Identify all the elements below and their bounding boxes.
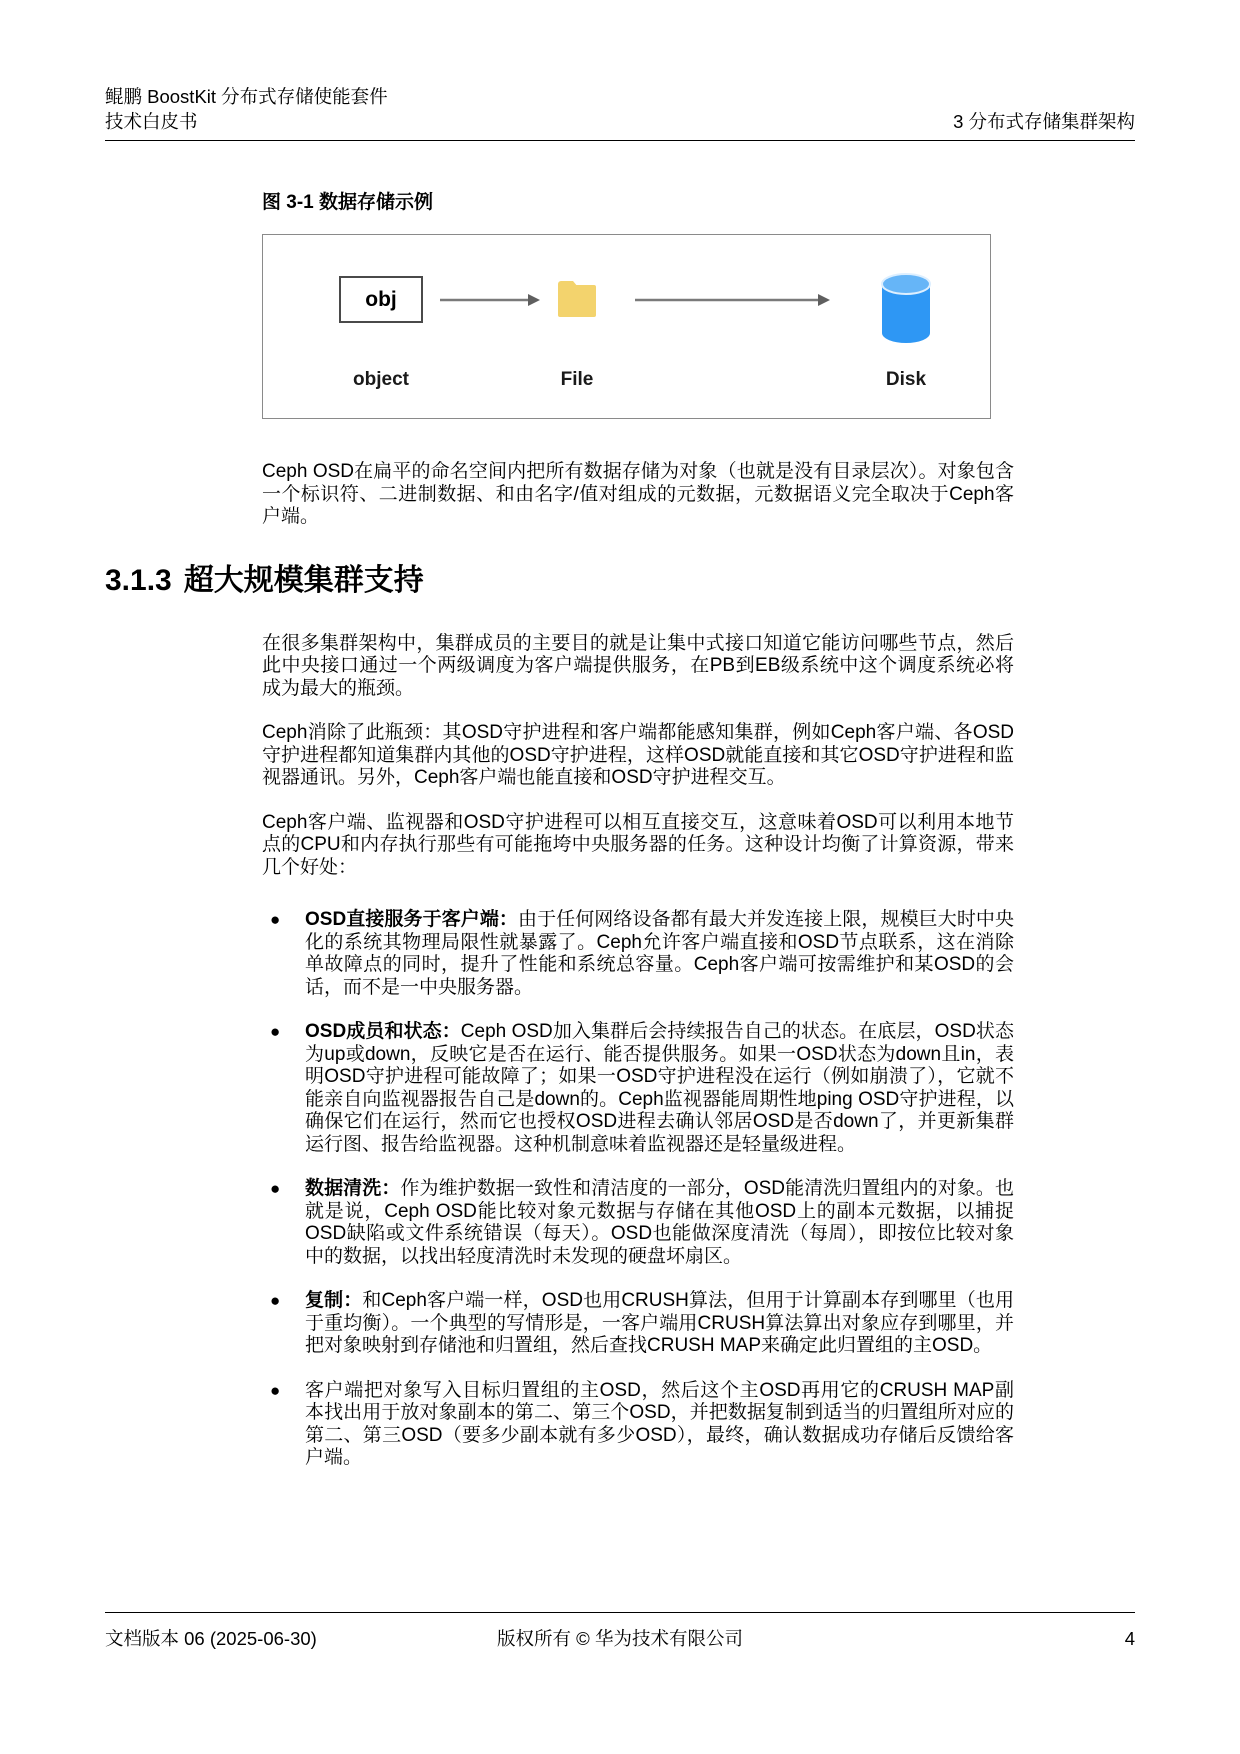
node-label-file: File: [560, 369, 594, 390]
header-left: [105, 84, 388, 134]
header-product-title: 鲲鹏 BoostKit 分布式存储使能套件: [105, 86, 388, 107]
page-header: [105, 0, 1135, 141]
paragraph: Ceph客户端、监视器和OSD守护进程可以相互直接交互，这意味着OSD可以利用本地节点的CPU和内存执行那些有可能拖垮中央服务器的任务。这种设计均衡了计算资源，带来几个好处：: [262, 811, 1014, 878]
footer-version: 文档版本 06 (2025-06-30): [105, 1628, 317, 1649]
bullet-term: 数据清洗：: [305, 1178, 401, 1199]
node-label-object: object: [353, 369, 409, 390]
disk-icon: [880, 273, 932, 345]
bullet-dot-icon: ●: [270, 1022, 281, 1041]
page-footer: [105, 1612, 1135, 1651]
arrow-right-icon: [440, 290, 542, 310]
figure-caption-label: 图 3-1: [262, 192, 314, 213]
bullet-dot-icon: ●: [270, 910, 281, 929]
bullet-text: 作为维护数据一致性和清洁度的一部分，OSD能清洗归置组内的对象。也就是说，Ceph OSD能比较对象元数据与存储在其他OSD上的副本元数据，以捕捉OSD缺陷或文件系统错误（每天）。OSD也能做深度清洗（每周），即按位比较对象中的数据，以找出轻度清洗时未发现的硬盘坏扇区。: [305, 1178, 1014, 1267]
header-doc-type: 技术白皮书: [105, 111, 198, 132]
figure-caption: [262, 187, 1014, 214]
bullet-item: [262, 909, 1014, 999]
bullet-text: 和Ceph客户端一样，OSD也用CRUSH算法，但用于计算副本存到哪里（也用于重均衡）。一个典型的写情形是，一客户端用CRUSH算法算出对象应存到哪里，并把对象映射到存储池和归置组，然后查找CRUSH MAP来确定此归置组的主OSD。: [305, 1290, 1014, 1356]
section-heading: [105, 563, 1135, 599]
page-number: 4: [1124, 1628, 1135, 1649]
bullet-text: 客户端把对象写入目标归置组的主OSD，然后这个主OSD再用它的CRUSH MAP副本找出用于放对象副本的第二、第三个OSD，并把数据复制到适当的归置组所对应的第二、第三OSD（要多少副本就有多少OSD），最终，确认数据成功存储后反馈给客户端。: [305, 1379, 1014, 1468]
bullet-text: 由于任何网络设备都有最大并发连接上限，规模巨大时中央化的系统其物理局限性就暴露了。Ceph允许客户端直接和OSD节点联系，这在消除单故障点的同时，提升了性能和系统总容量。Ceph客户端可按需维护和某OSD的会话，而不是一中央服务器。: [305, 909, 1014, 998]
arrow-right-icon: [635, 290, 832, 310]
bullet-text: Ceph OSD加入集群后会持续报告自己的状态。在底层，OSD状态为up或down，反映它是否在运行、能否提供服务。如果一OSD状态为down且in，表明OSD守护进程可能故障了；如果一OSD守护进程没在运行（例如崩溃了），它就不能亲自向监视器报告自己是down的。Ceph监视器能周期性地ping OSD守护进程，以确保它们在运行，然而它也授权OSD进程去确认邻居OSD是否down了，并更新集群运行图、报告给监视器。这种机制意味着监视器还是轻量级进程。: [305, 1021, 1014, 1155]
bullet-item: [262, 1178, 1014, 1268]
figure-canvas: [262, 234, 991, 419]
header-chapter-title: 3 分布式存储集群架构: [953, 111, 1135, 132]
paragraph: 在很多集群架构中，集群成员的主要目的就是让集中式接口知道它能访问哪些节点，然后此中央接口通过一个两级调度为客户端提供服务，在PB到EB级系统中这个调度系统必将成为最大的瓶颈。: [262, 632, 1014, 699]
bullet-item: [262, 1290, 1014, 1358]
folder-icon: [557, 278, 597, 320]
bullet-dot-icon: ●: [270, 1179, 281, 1198]
section-number: 3.1.3: [105, 563, 172, 597]
node-label-disk: Disk: [885, 369, 927, 390]
paragraph: Ceph消除了此瓶颈：其OSD守护进程和客户端都能感知集群，例如Ceph客户端、各OSD守护进程都知道集群内其他的OSD守护进程，这样OSD就能直接和其它OSD守护进程和监视器通讯。另外，Ceph客户端也能直接和OSD守护进程交互。: [262, 722, 1014, 788]
footer-copyright: 版权所有 © 华为技术有限公司: [497, 1628, 743, 1649]
figure-caption-text: 数据存储示例: [319, 192, 434, 213]
paragraph-intro: Ceph OSD在扁平的命名空间内把所有数据存储为对象（也就是没有目录层次）。对象包含一个标识符、二进制数据、和由名字/值对组成的元数据，元数据语义完全取决于Ceph客户端。: [262, 461, 1014, 527]
bullet-list: [262, 909, 1014, 1470]
bullet-item: [262, 1021, 1014, 1156]
bullet-term: 复制：: [305, 1290, 363, 1311]
obj-node-label: obj: [365, 287, 397, 311]
bullet-item: [262, 1380, 1014, 1470]
obj-node: [339, 276, 423, 323]
body-column-top: [262, 187, 1014, 529]
section-title: 超大规模集群支持: [183, 563, 424, 597]
bullet-dot-icon: ●: [270, 1291, 281, 1310]
bullet-term: OSD成员和状态：: [305, 1021, 461, 1042]
bullet-dot-icon: ●: [270, 1380, 281, 1400]
bullet-term: OSD直接服务于客户端：: [305, 909, 518, 930]
body-column-main: [262, 633, 1014, 1470]
